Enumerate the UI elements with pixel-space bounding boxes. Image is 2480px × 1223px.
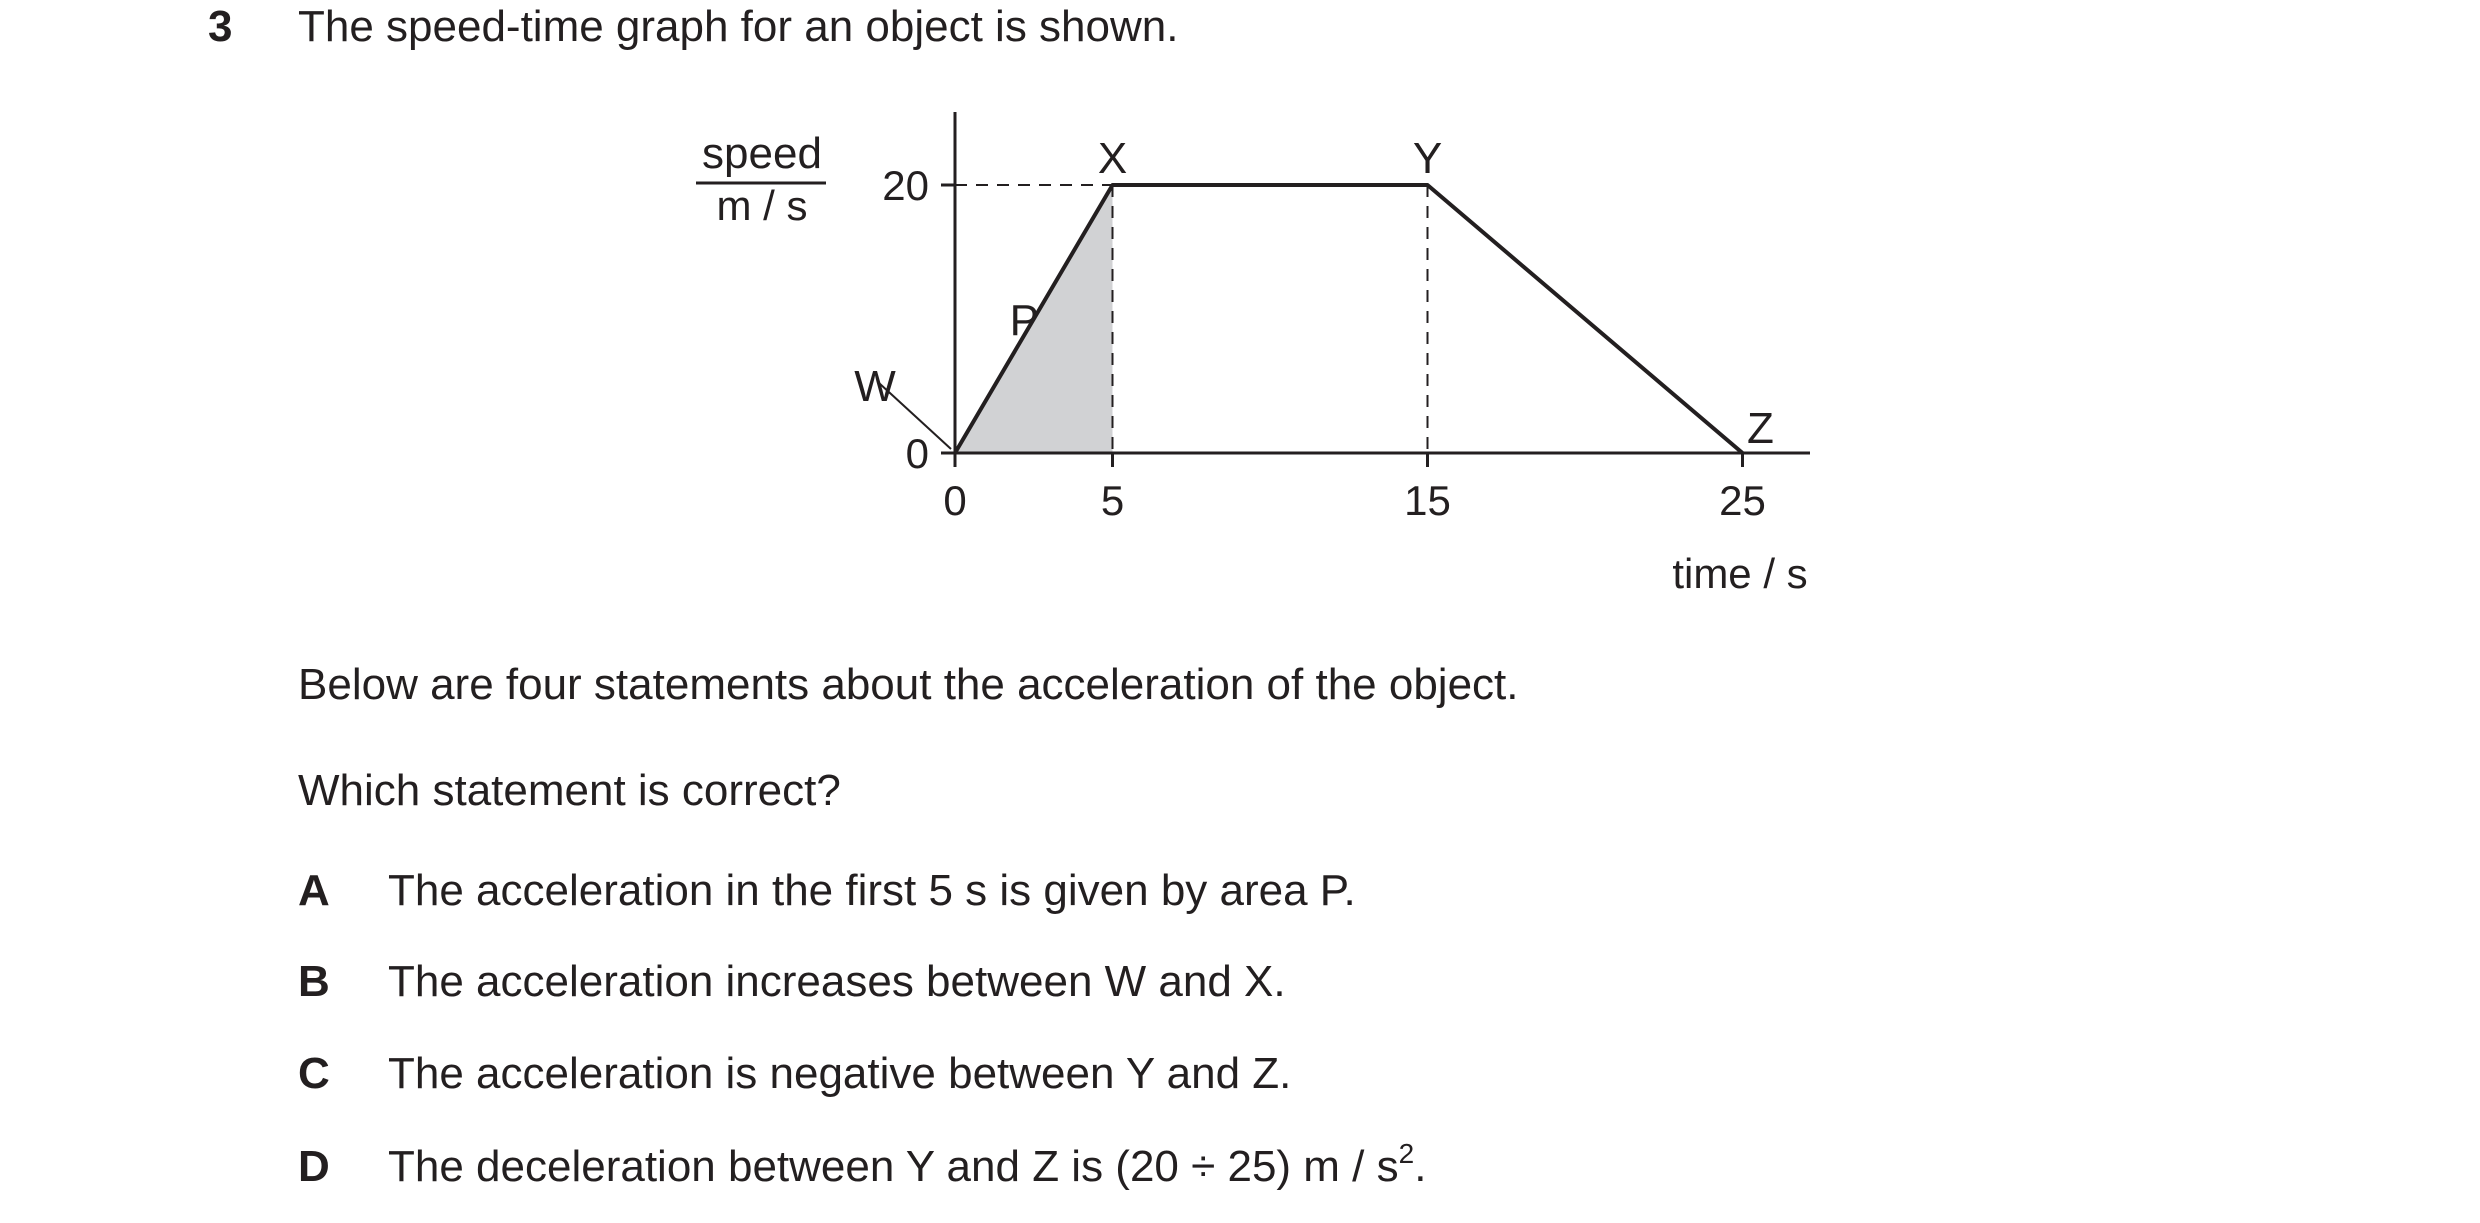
y-axis-label-unit: m / s xyxy=(716,182,808,229)
option-text: The acceleration increases between W and X. xyxy=(388,957,1286,1006)
y-tick-label: 0 xyxy=(905,430,929,477)
x-axis-label: time / s xyxy=(1672,550,1808,597)
statement-intro: Below are four statements about the acceleration of the object. xyxy=(298,660,1519,709)
option-letter: D xyxy=(298,1142,330,1191)
option-letter: A xyxy=(298,866,330,915)
x-tick-label: 15 xyxy=(1404,477,1451,524)
option-letter: C xyxy=(298,1049,330,1098)
option-letter: B xyxy=(298,957,330,1006)
y-axis-label-speed: speed xyxy=(702,129,822,178)
option-text: The deceleration between Y and Z is (20 ÷ 25) m / s xyxy=(388,1142,1399,1191)
option-c[interactable] xyxy=(298,1049,1698,1109)
y-tick-label: 20 xyxy=(882,162,929,209)
x-tick-label: 5 xyxy=(1100,477,1125,524)
question-prompt: Which statement is correct? xyxy=(298,766,841,815)
question-number: 3 xyxy=(208,2,233,51)
option-text-end: . xyxy=(1414,1142,1427,1191)
x-tick-label: 25 xyxy=(1719,477,1766,524)
point-label-w: W xyxy=(854,362,896,411)
option-superscript: 2 xyxy=(1398,1138,1415,1169)
area-label-p: P xyxy=(1009,296,1039,345)
option-b[interactable] xyxy=(298,957,1698,1017)
point-label-y: Y xyxy=(1412,134,1443,183)
x-tick-label: 0 xyxy=(943,477,967,524)
option-a[interactable] xyxy=(298,866,1698,926)
option-d[interactable] xyxy=(298,1138,1698,1202)
point-label-z: Z xyxy=(1747,404,1774,453)
option-text: The acceleration in the first 5 s is given by area P. xyxy=(388,866,1356,915)
point-label-x: X xyxy=(1097,134,1128,183)
question-stem: The speed-time graph for an object is shown. xyxy=(298,2,1179,51)
option-text: The acceleration is negative between Y and Z. xyxy=(388,1049,1292,1098)
